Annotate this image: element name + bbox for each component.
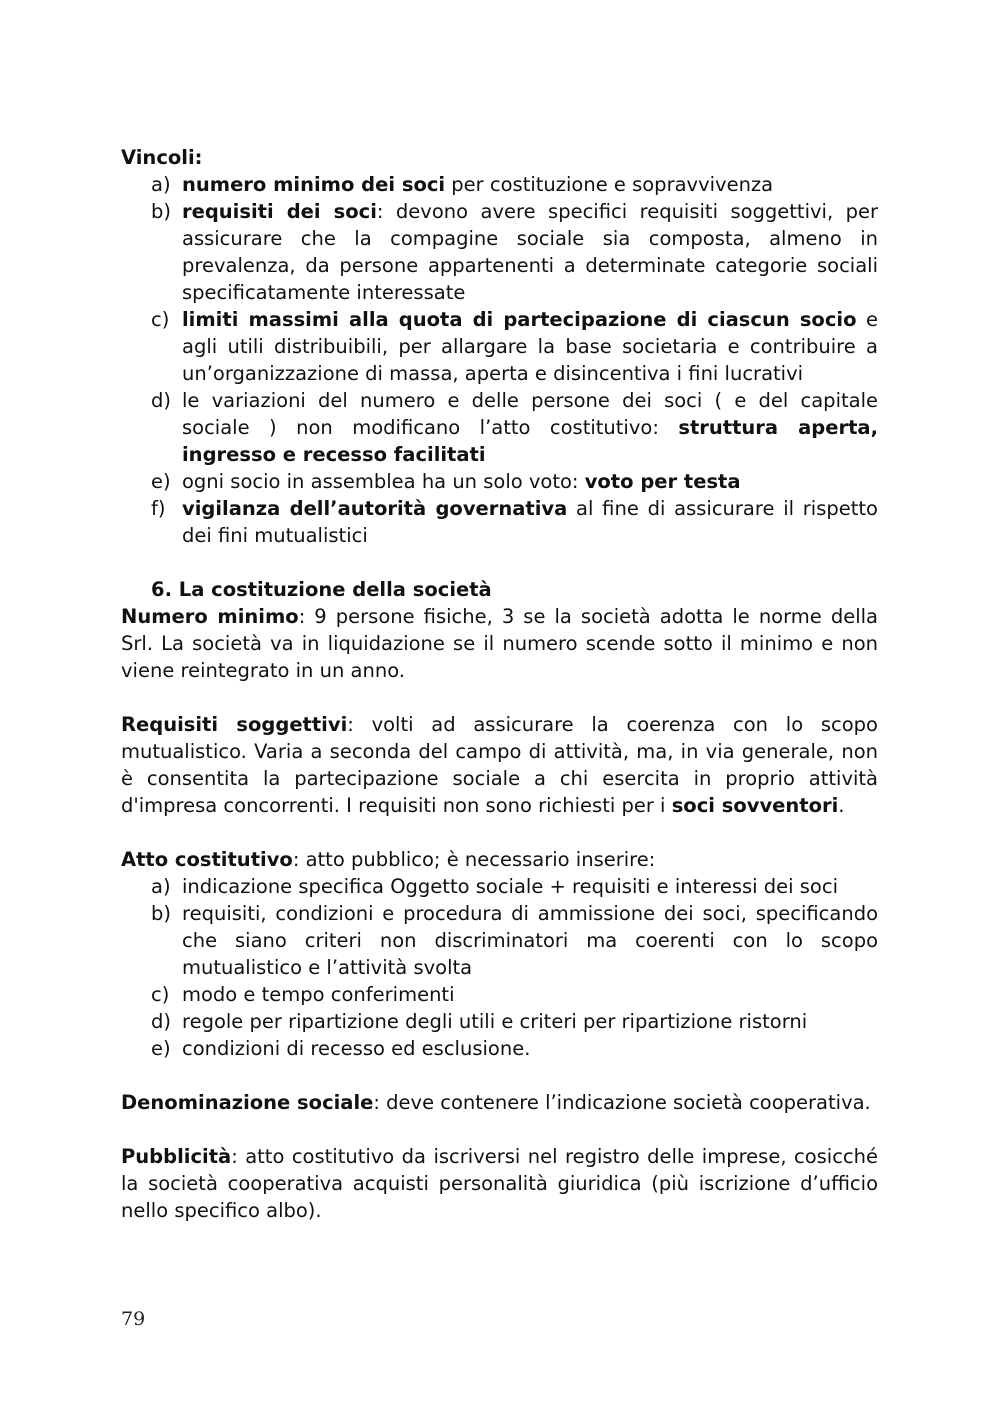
bold-term: Requisiti soggettivi — [121, 713, 348, 736]
paragraph-numero-minimo — [121, 603, 878, 684]
paragraph-text: : atto costitutivo da iscriversi nel registro delle imprese, cosicché la società cooperativa acquisti personalità giuridica (più iscrizione d’ufficio nello specifico albo). — [121, 1145, 878, 1222]
bold-term: Denominazione sociale — [121, 1091, 374, 1114]
item-text: per costituzione e sopravvivenza — [445, 173, 774, 196]
item-text: condizioni di recesso ed esclusione. — [182, 1037, 531, 1060]
paragraph-denominazione — [121, 1089, 878, 1116]
list-marker: b) — [151, 902, 171, 925]
list-item — [121, 468, 878, 495]
item-text: modo e tempo conferimenti — [182, 983, 455, 1006]
page-number: 79 — [121, 1308, 146, 1330]
bold-term: requisiti dei soci — [182, 200, 377, 223]
item-text: indicazione specifica Oggetto sociale + requisiti e interessi dei soci — [182, 875, 838, 898]
list-item — [121, 171, 878, 198]
paragraph-text: : 9 persone fisiche, 3 se la società adotta le norme della Srl. La società va in liquidazione se il numero scende sotto il minimo e non viene reintegrato in un anno. — [121, 605, 878, 682]
section-number: 6. — [151, 578, 172, 601]
paragraph-text: : atto pubblico; è necessario inserire: — [292, 848, 656, 871]
bold-term: Pubblicità — [121, 1145, 232, 1168]
list-marker: a) — [151, 173, 171, 196]
paragraph-pubblicita — [121, 1143, 878, 1224]
list-marker: b) — [151, 200, 171, 223]
spacer — [121, 549, 878, 576]
vincoli-heading: Vincoli: — [121, 146, 203, 169]
list-marker: d) — [151, 389, 171, 412]
list-marker: d) — [151, 1010, 171, 1033]
item-text: requisiti, condizioni e procedura di ammissione dei soci, specificando che siano criteri non discriminatori ma coerenti con lo scopo mutualistico e l’attività svolta — [182, 902, 878, 979]
list-item — [121, 306, 878, 387]
bold-term: vigilanza dell’autorità governativa — [182, 497, 568, 520]
item-text: ogni socio in assemblea ha un solo voto: — [182, 470, 585, 493]
list-marker: c) — [151, 308, 170, 331]
list-marker: a) — [151, 875, 171, 898]
item-text: al fine di assicurare il rispetto dei fini mutualistici — [182, 497, 878, 547]
section-title — [121, 576, 878, 603]
list-item — [121, 981, 878, 1008]
paragraph-requisiti — [121, 711, 878, 819]
section-title-text: La costituzione della società — [178, 578, 492, 601]
spacer — [121, 1116, 878, 1143]
list-item — [121, 900, 878, 981]
spacer — [121, 684, 878, 711]
atto-list — [121, 873, 878, 1062]
paragraph-text: : deve contenere l’indicazione società cooperativa. — [373, 1091, 871, 1114]
list-item — [121, 495, 878, 549]
spacer — [121, 819, 878, 846]
list-marker: c) — [151, 983, 170, 1006]
paragraph-atto — [121, 846, 878, 873]
list-marker: e) — [151, 470, 171, 493]
item-text: regole per ripartizione degli utili e criteri per ripartizione ristorni — [182, 1010, 808, 1033]
item-text: e agli utili distribuibili, per allargare la base societaria e contribuire a un’organizzazione di massa, aperta e disincentiva i fini lucrativi — [182, 308, 878, 385]
list-item — [121, 1035, 878, 1062]
list-marker: e) — [151, 1037, 171, 1060]
item-text: le variazioni del numero e delle persone dei soci ( e del capitale sociale ) non modificano l’atto costitutivo: — [182, 389, 878, 439]
bold-term: limiti massimi alla quota di partecipazione di ciascun socio — [182, 308, 857, 331]
list-marker: f) — [151, 497, 166, 520]
paragraph-text: : volti ad assicurare la coerenza con lo scopo mutualistico. Varia a seconda del campo di attività, ma, in via generale, non è consentita la partecipazione sociale a chi esercita in proprio attività d'impresa concorrenti. I requisiti non sono richiesti per i — [121, 713, 878, 817]
item-text: : devono avere specifici requisiti soggettivi, per assicurare che la compagine sociale sia composta, almeno in prevalenza, da persone appartenenti a determinate categorie sociali specificatamente interessate — [182, 200, 879, 304]
list-item — [121, 198, 878, 306]
bold-term: soci sovventori — [671, 794, 839, 817]
bold-term: numero minimo dei soci — [182, 173, 446, 196]
bold-term: voto per testa — [584, 470, 741, 493]
bold-term: struttura aperta, ingresso e recesso facilitati — [182, 416, 878, 466]
list-item — [121, 387, 878, 468]
list-item — [121, 1008, 878, 1035]
spacer — [121, 1062, 878, 1089]
paragraph-text: . — [838, 794, 845, 817]
bold-term: Numero minimo — [121, 605, 299, 628]
list-item — [121, 873, 878, 900]
vincoli-list — [121, 171, 878, 549]
document-page — [121, 144, 878, 1224]
bold-term: Atto costitutivo — [121, 848, 293, 871]
